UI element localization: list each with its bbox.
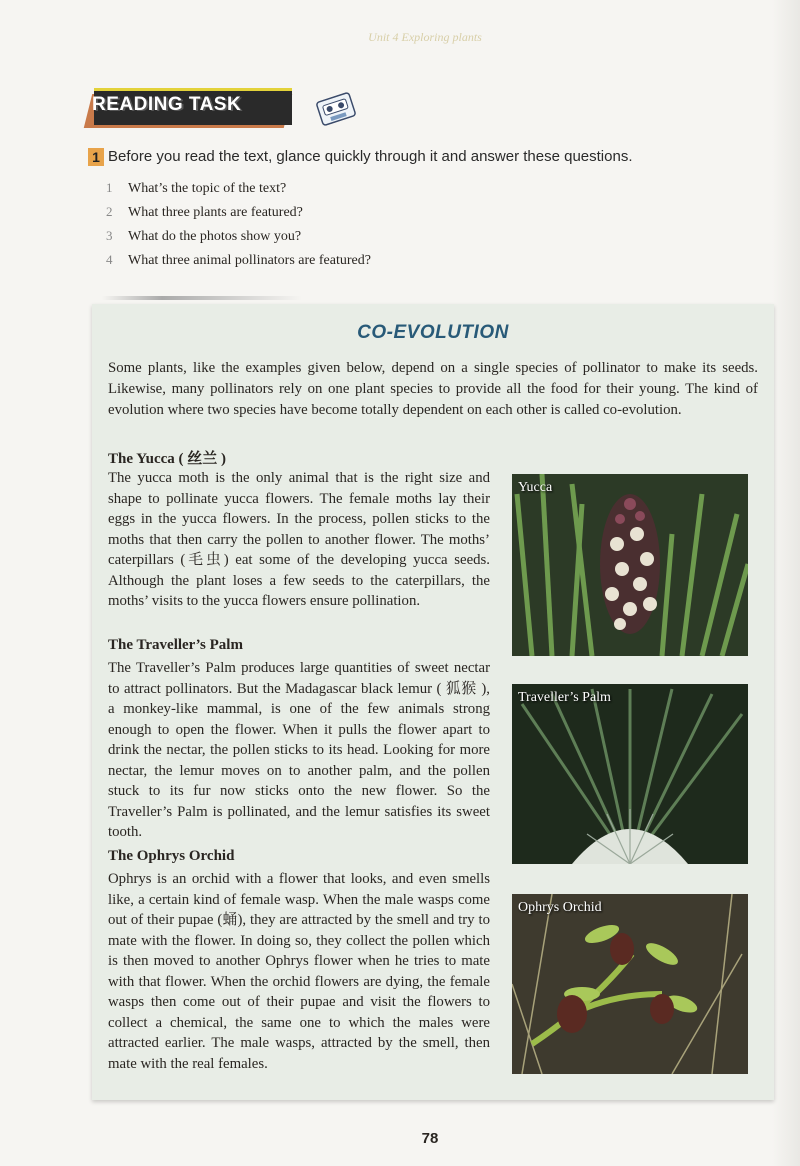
page-edge bbox=[772, 0, 800, 1166]
list-item: 3 What do the photos show you? bbox=[106, 228, 302, 244]
section-body-travellers-palm: The Traveller’s Palm produces large quantities of sweet nectar to attract pollinators. But the Madagascar black lemur ( 狐猴 ), a monkey-like mammal, is one of the few animals strong enough to open the flower. When it pulls the flower apart to drink the nectar, the pollen sticks to its head. Looking for more nectar, the lemur moves on to another palm, and the pollen stuck to its fur now sticks onto the new flower. So the Traveller’s Palm is pollinated, and the lemur satisfies its sweet tooth. bbox=[108, 660, 490, 840]
section-heading-travellers-palm: The Traveller’s Palm bbox=[108, 637, 243, 653]
list-item: 2 What three plants are featured? bbox=[106, 204, 303, 220]
section-body-ophrys-orchid: Ophrys is an orchid with a flower that looks, and even smells like, a certain kind of female wasp. When the male wasps come out of their pupae (蛹), they are attracted by the smell and try to mate with the flower. In doing so, they collect the pollen which is then moved to another Ophrys flower when he tries to mate with that flower. When the orchid flowers are dying, the female wasps then come out of their pupae and visit the flowers to collect a chemical, the same one to which the males were attracted earlier. The male wasps, attracted by the smell, then mate with the real females. bbox=[108, 871, 490, 1072]
photo-caption-yucca: Yucca bbox=[518, 480, 553, 495]
photo-ophrys-orchid bbox=[512, 894, 748, 1074]
yucca-illustration bbox=[512, 474, 748, 656]
question-number-badge: 1 bbox=[88, 148, 104, 166]
photo-yucca bbox=[512, 474, 748, 656]
list-item: 4 What three animal pollinators are featured? bbox=[106, 252, 371, 268]
page-number: 78 bbox=[421, 1130, 439, 1147]
question-list bbox=[106, 180, 606, 276]
question-prompt: Before you read the text, glance quickly through it and answer these questions. bbox=[108, 148, 633, 165]
ophrys-orchid-illustration bbox=[512, 894, 748, 1074]
list-item: 1 What’s the topic of the text? bbox=[106, 180, 287, 196]
reading-task-banner bbox=[88, 88, 292, 128]
travellers-palm-illustration bbox=[512, 684, 748, 864]
photo-travellers-palm bbox=[512, 684, 748, 864]
section-heading-yucca: The Yucca ( 丝兰 ) bbox=[108, 451, 227, 467]
section-heading-ophrys-orchid: The Ophrys Orchid bbox=[108, 848, 235, 864]
photo-caption-travellers-palm: Traveller’s Palm bbox=[518, 690, 611, 705]
panel-top-strip bbox=[102, 296, 302, 300]
cassette-tape-icon bbox=[315, 91, 357, 127]
unit-header: Unit 4 Exploring plants bbox=[368, 30, 482, 44]
article-intro: Some plants, like the examples given below, depend on a single species of pollinator to make its seeds. Likewise, many pollinators rely on one plant species to provide all the food for their young. The kind of evolution where two species have become totally dependent on each other is called co-evolution. bbox=[108, 360, 758, 418]
photo-caption-ophrys-orchid: Ophrys Orchid bbox=[518, 900, 602, 915]
section-body-yucca: The yucca moth is the only animal that is the right size and shape to pollinate yucca flowers. The female moths lay their eggs in the yucca flowers. In the process, pollen sticks to the moths that then carry the pollen to another flower. The moths’ caterpillars (毛虫) eat some of the developing yucca seeds. Although the plant loses a few seeds to the caterpillars, the moths’ visits to the yucca flowers ensure pollination. bbox=[108, 470, 490, 609]
article-title: CO-EVOLUTION bbox=[357, 322, 509, 343]
article-panel bbox=[92, 304, 774, 1100]
banner-label: READING TASK bbox=[92, 94, 242, 115]
